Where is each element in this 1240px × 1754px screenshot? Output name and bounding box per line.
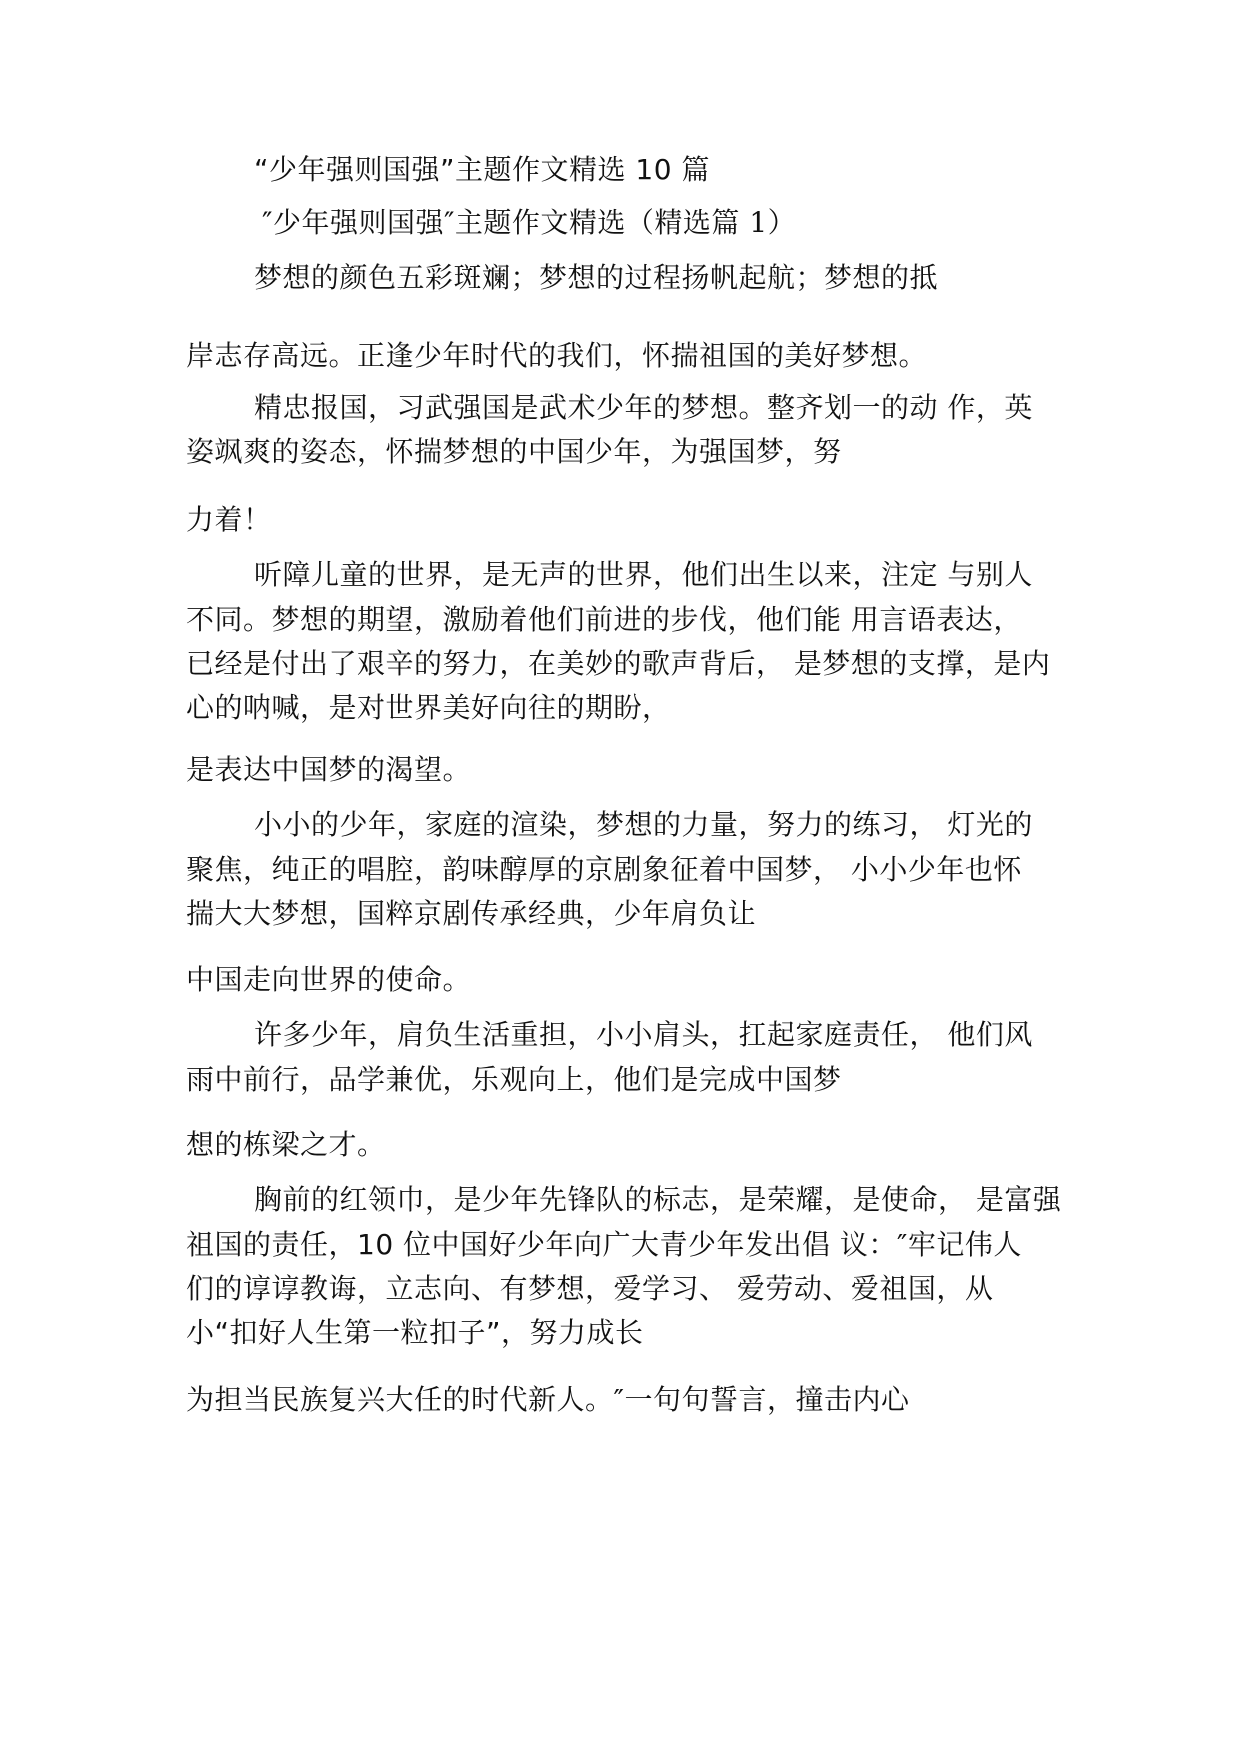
document-subtitle: ″少年强则国强″主题作文精选（精选篇 1） <box>262 206 797 239</box>
paragraph-line: 已经是付出了艰辛的努力，在美妙的歌声背后， 是梦想的支撑，是内 <box>186 647 1051 680</box>
paragraph-line: 雨中前行，品学兼优，乐观向上，他们是完成中国梦 <box>186 1063 842 1096</box>
paragraph-line: 中国走向世界的使命。 <box>186 963 472 996</box>
paragraph-line: 许多少年，肩负生活重担，小小肩头，扛起家庭责任， 他们风 <box>254 1018 1033 1051</box>
paragraph-line: 想的栋梁之才。 <box>186 1128 386 1161</box>
paragraph-line: 祖国的责任，10 位中国好少年向广大青少年发出倡 议：″牢记伟人 <box>186 1228 1022 1261</box>
paragraph-line: 精忠报国，习武强国是武术少年的梦想。整齐划一的动 作，英 <box>254 391 1033 424</box>
paragraph-line: 为担当民族复兴大任的时代新人。″一句句誓言，撞击内心 <box>186 1383 910 1416</box>
paragraph-line: 心的呐喊，是对世界美好向往的期盼， <box>186 691 671 724</box>
paragraph-line: 们的谆谆教诲，立志向、有梦想，爱学习、 爱劳动、爱祖国，从 <box>186 1272 994 1305</box>
paragraph-line: 是表达中国梦的渴望。 <box>186 753 472 786</box>
paragraph-line: 听障儿童的世界，是无声的世界，他们出生以来，注定 与别人 <box>254 558 1033 591</box>
paragraph-line: 不同。梦想的期望，激励着他们前进的步伐，他们能 用言语表达， <box>186 603 1022 636</box>
paragraph-line: 岸志存高远。正逢少年时代的我们，怀揣祖国的美好梦想。 <box>186 339 928 372</box>
paragraph-line: 力着！ <box>186 503 272 536</box>
document-title: “少年强则国强”主题作文精选 10 篇 <box>254 153 710 186</box>
paragraph-line: 揣大大梦想，国粹京剧传承经典，少年肩负让 <box>186 897 757 930</box>
paragraph-line: 姿飒爽的姿态，怀揣梦想的中国少年，为强国梦，努 <box>186 435 842 468</box>
paragraph-line: 小小的少年，家庭的渲染，梦想的力量，努力的练习， 灯光的 <box>254 808 1033 841</box>
paragraph-line: 聚焦，纯正的唱腔，韵味醇厚的京剧象征着中国梦， 小小少年也怀 <box>186 853 1022 886</box>
paragraph-line: 胸前的红领巾，是少年先锋队的标志，是荣耀，是使命， 是富强 <box>254 1183 1062 1216</box>
paragraph-line: 小“扣好人生第一粒扣子”，努力成长 <box>186 1316 644 1349</box>
paragraph-line: 梦想的颜色五彩斑斓；梦想的过程扬帆起航；梦想的抵 <box>254 261 939 294</box>
